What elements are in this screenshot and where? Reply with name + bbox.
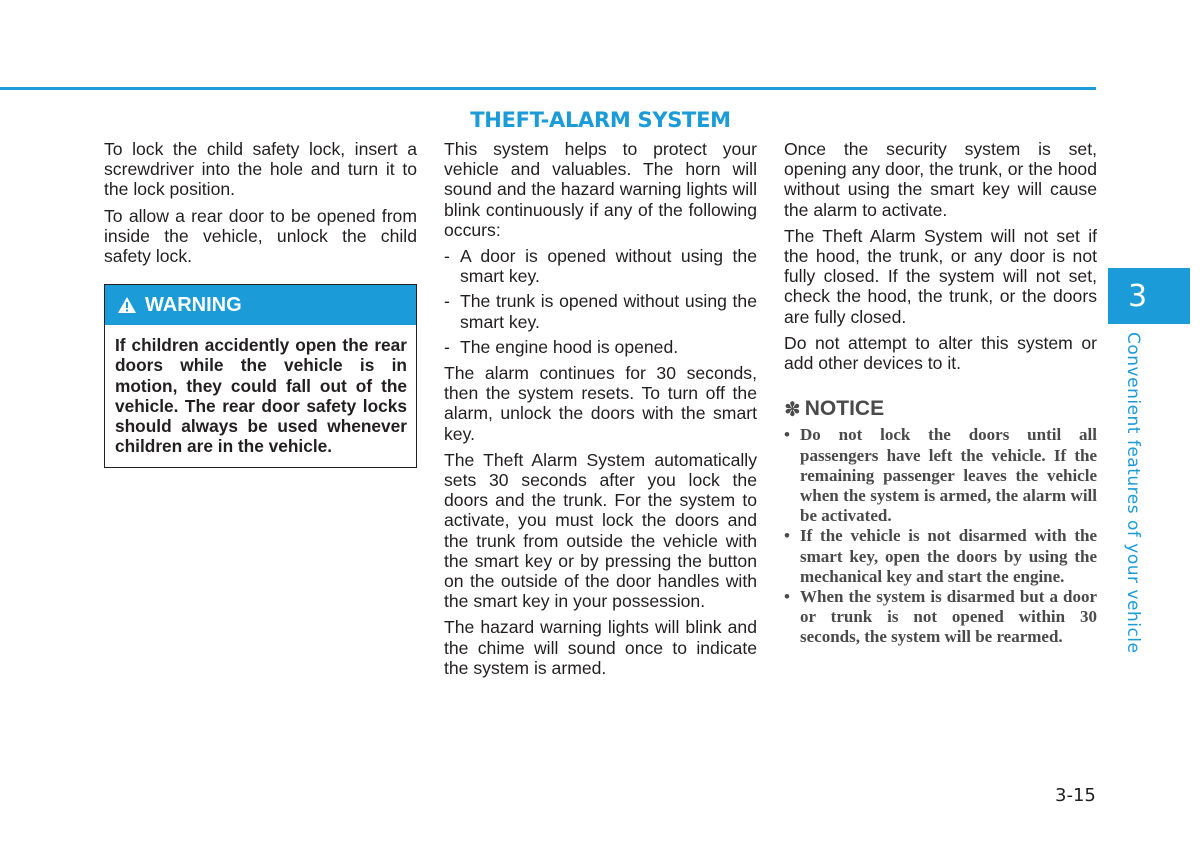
warning-label: WARNING (145, 294, 242, 317)
notice-item: • Do not lock the doors until all passengers have left the vehicle. If the remaining passenger leaves the vehicle when the system is armed, the alarm will be activated. (784, 425, 1097, 526)
section-title: THEFT-ALARM SYSTEM (470, 108, 731, 132)
notice-item: • When the system is disarmed but a door or trunk is not opened within 30 seconds, the system will be rearmed. (784, 587, 1097, 647)
paragraph: The alarm continues for 30 seconds, then the system resets. To turn off the alarm, unlock the doors with the smart key. (444, 363, 757, 444)
intro-paragraph: This system helps to protect your vehicle and valuables. The horn will sound and the hazard warning lights will blink continuously if any of the following occurs: (444, 139, 757, 240)
paragraph: The Theft Alarm System automatically sets 30 seconds after you lock the doors and the trunk. For the system to activate, you must lock the doors and the trunk from outside the vehicle with the smart key or by pressing the button on the outside of the door handles with the smart key in your possession. (444, 449, 757, 612)
list-item: - The trunk is opened without using the smart key. (444, 291, 757, 332)
chapter-tab: 3 (1108, 268, 1190, 324)
column-1 (104, 139, 417, 468)
paragraph: Once the security system is set, opening any door, the trunk, or the hood without using the smart key will cause the alarm to activate. (784, 139, 1097, 220)
notice-list (784, 425, 1097, 647)
chapter-title: Convenient features of your vehicle (1123, 332, 1143, 654)
notice-heading (784, 397, 1097, 422)
paragraph: The Theft Alarm System will not set if the hood, the trunk, or any door is not fully closed. If the system will not set, check the hood, the trunk, or the doors are fully closed. (784, 225, 1097, 327)
page-number: 3-15 (1055, 785, 1096, 806)
bullet-icon: • (784, 587, 790, 607)
warning-triangle-icon (117, 296, 137, 314)
warning-header (105, 285, 416, 325)
notice-item: • If the vehicle is not disarmed with the smart key, open the doors by using the mechanical key and start the engine. (784, 526, 1097, 586)
paragraph: To lock the child safety lock, insert a screwdriver into the hole and turn it to the lock position. (104, 139, 417, 200)
paragraph: To allow a rear door to be opened from inside the vehicle, unlock the child safety lock. (104, 205, 417, 267)
header-rule (0, 87, 1096, 90)
warning-text: If children accidently open the rear doors while the vehicle is in motion, they could fall out of the vehicle. The rear door safety locks should always be used whenever children are in the vehicle. (115, 335, 407, 457)
column-3 (784, 139, 1097, 648)
paragraph: Do not attempt to alter this system or add other devices to it. (784, 332, 1097, 374)
column-2 (444, 139, 757, 684)
notice-star-icon: ✽ (784, 397, 801, 422)
trigger-list (444, 246, 757, 357)
bullet-icon: • (784, 526, 790, 546)
list-item: - The engine hood is opened. (444, 336, 679, 357)
paragraph: The hazard warning lights will blink and the chime will sound once to indicate the system is armed. (444, 617, 757, 678)
notice-label: NOTICE (804, 397, 885, 421)
bullet-icon: • (784, 425, 790, 445)
warning-box (104, 284, 417, 468)
list-item: - A door is opened without using the smart key. (444, 246, 757, 287)
